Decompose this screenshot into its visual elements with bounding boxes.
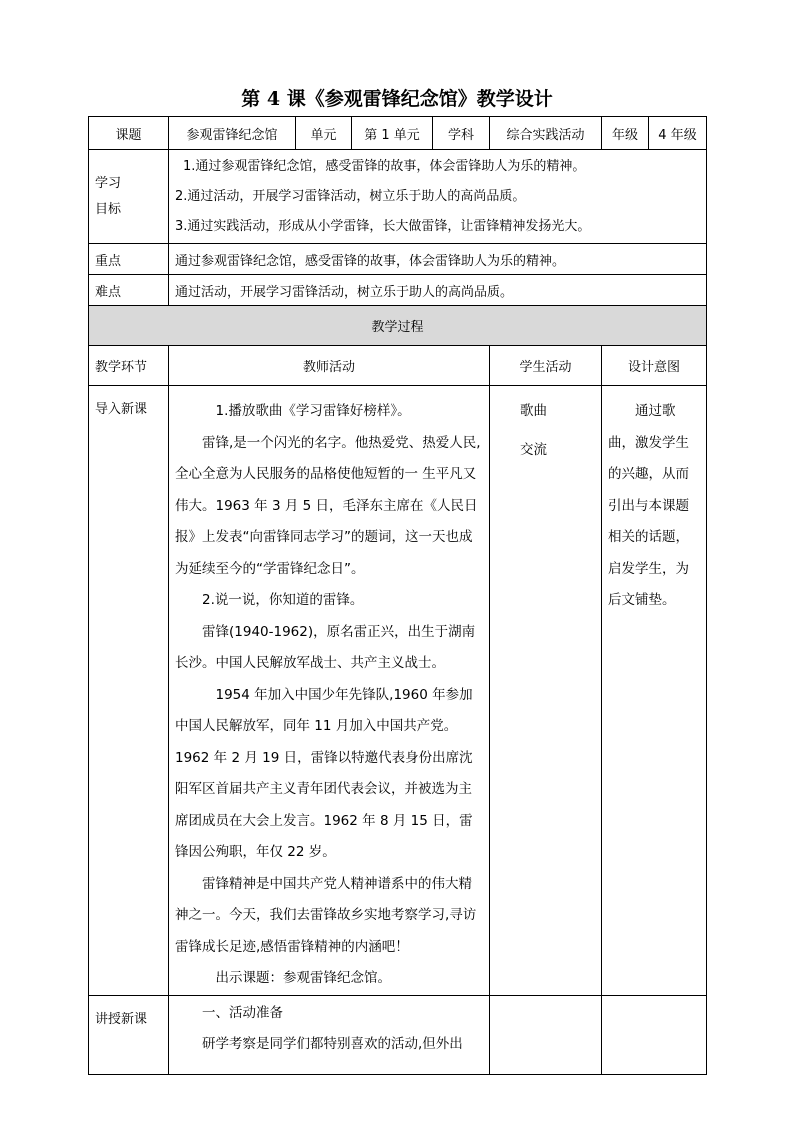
subject-value: 参观雷锋纪念馆 — [169, 117, 296, 150]
intro-student-activity — [490, 386, 602, 996]
intro-paragraph: 2.说一说，你知道的雷锋。 — [202, 592, 364, 608]
discipline-value: 综合实践活动 — [490, 117, 602, 150]
key-point-label: 重点 — [89, 244, 169, 275]
key-point-value: 通过参观雷锋纪念馆，感受雷锋的故事，体会雷锋助人为乐的精神。 — [169, 244, 707, 275]
intro-design-intent — [602, 386, 707, 996]
key-point-row — [89, 244, 707, 275]
lecture-paragraph: 一、活动准备 — [202, 1004, 283, 1021]
lecture-row — [89, 995, 707, 1074]
difficulty-label: 难点 — [89, 275, 169, 306]
goals-list — [169, 150, 707, 244]
lesson-plan-table — [88, 116, 707, 1075]
intro-row — [89, 386, 707, 996]
lecture-design-intent — [602, 995, 707, 1074]
goals-label-line2: 目标 — [95, 201, 122, 217]
col-student-header: 学生活动 — [490, 346, 602, 386]
lecture-stage: 讲授新课 — [89, 995, 169, 1074]
goal-item: 1.通过参观雷锋纪念馆，感受雷锋的故事，体会雷锋助人为乐的精神。 — [183, 158, 586, 174]
intent-text: 通过歌曲，激发学生的兴趣，从而引出与本课题相关的话题，启发学生，为后文铺垫。 — [608, 403, 689, 608]
goals-row — [89, 150, 707, 244]
process-title: 教学过程 — [89, 306, 707, 346]
intro-stage: 导入新课 — [89, 386, 169, 996]
discipline-label: 学科 — [433, 117, 490, 150]
intro-paragraph: 出示课题：参观雷锋纪念馆。 — [215, 970, 391, 986]
header-row — [89, 117, 707, 150]
grade-value: 4 年级 — [649, 117, 707, 150]
subject-label: 课题 — [89, 117, 169, 150]
unit-label: 单元 — [296, 117, 352, 150]
page-title: 第 4 课《参观雷锋纪念馆》教学设计 — [241, 88, 553, 110]
goal-item: 3.通过实践活动，形成从小学雷锋，长大做雷锋，让雷锋精神发扬光大。 — [175, 218, 591, 234]
col-stage-header: 教学环节 — [89, 346, 169, 386]
lecture-paragraph: 研学考察是同学们都特别喜欢的活动,但外出 — [202, 1036, 463, 1052]
goal-item: 2.通过活动，开展学习雷锋活动，树立乐于助人的高尚品质。 — [175, 188, 526, 204]
lecture-teacher-activity — [169, 995, 490, 1074]
intro-paragraph: 雷锋(1940-1962)，原名雷正兴，出生于湖南长沙。中国人民解放军战士、共产主义战士。 — [175, 623, 476, 671]
lecture-student-activity — [490, 995, 602, 1074]
col-teacher-header: 教师活动 — [169, 346, 490, 386]
grade-label: 年级 — [602, 117, 649, 150]
intro-teacher-activity — [169, 386, 490, 996]
student-activity-item: 歌曲 — [520, 403, 547, 419]
goals-label — [89, 150, 169, 244]
intro-paragraph: 雷锋,是一个闪光的名字。他热爱党、热爱人民,全心全意为人民服务的品格使他短暂的一 生平凡又伟大。1963 年 3 月 5 日，毛泽东主席在《人民日报》上发表“向雷锋同志学习”的题词，这一天也成为延续至今的“学雷锋纪念日”。 — [175, 434, 481, 577]
process-header-row — [89, 346, 707, 386]
student-activity-item: 交流 — [520, 442, 547, 458]
unit-value: 第 1 单元 — [352, 117, 433, 150]
process-title-row — [89, 306, 707, 346]
intro-paragraph: 1.播放歌曲《学习雷锋好榜样》。 — [215, 403, 411, 419]
col-intent-header: 设计意图 — [602, 346, 707, 386]
difficulty-value: 通过活动，开展学习雷锋活动，树立乐于助人的高尚品质。 — [169, 275, 707, 306]
difficulty-row — [89, 275, 707, 306]
goals-label-line1: 学习 — [95, 175, 122, 191]
intro-paragraph: 雷锋精神是中国共产党人精神谱系中的伟大精神之一。今天，我们去雷锋故乡实地考察学习,寻访雷锋成长足迹,感悟雷锋精神的内涵吧！ — [175, 875, 477, 955]
intro-paragraph: 1954 年加入中国少年先锋队,1960 年参加中国人民解放军，同年 11 月加入中国共产党。1962 年 2 月 19 日，雷锋以特邀代表身份出席沈阳军区首届共产主义青年团代表会议，并被选为主席团成员在大会上发言。1962 年 8 月 15 日，雷锋因公殉职，年仅 22 岁。 — [175, 686, 473, 860]
